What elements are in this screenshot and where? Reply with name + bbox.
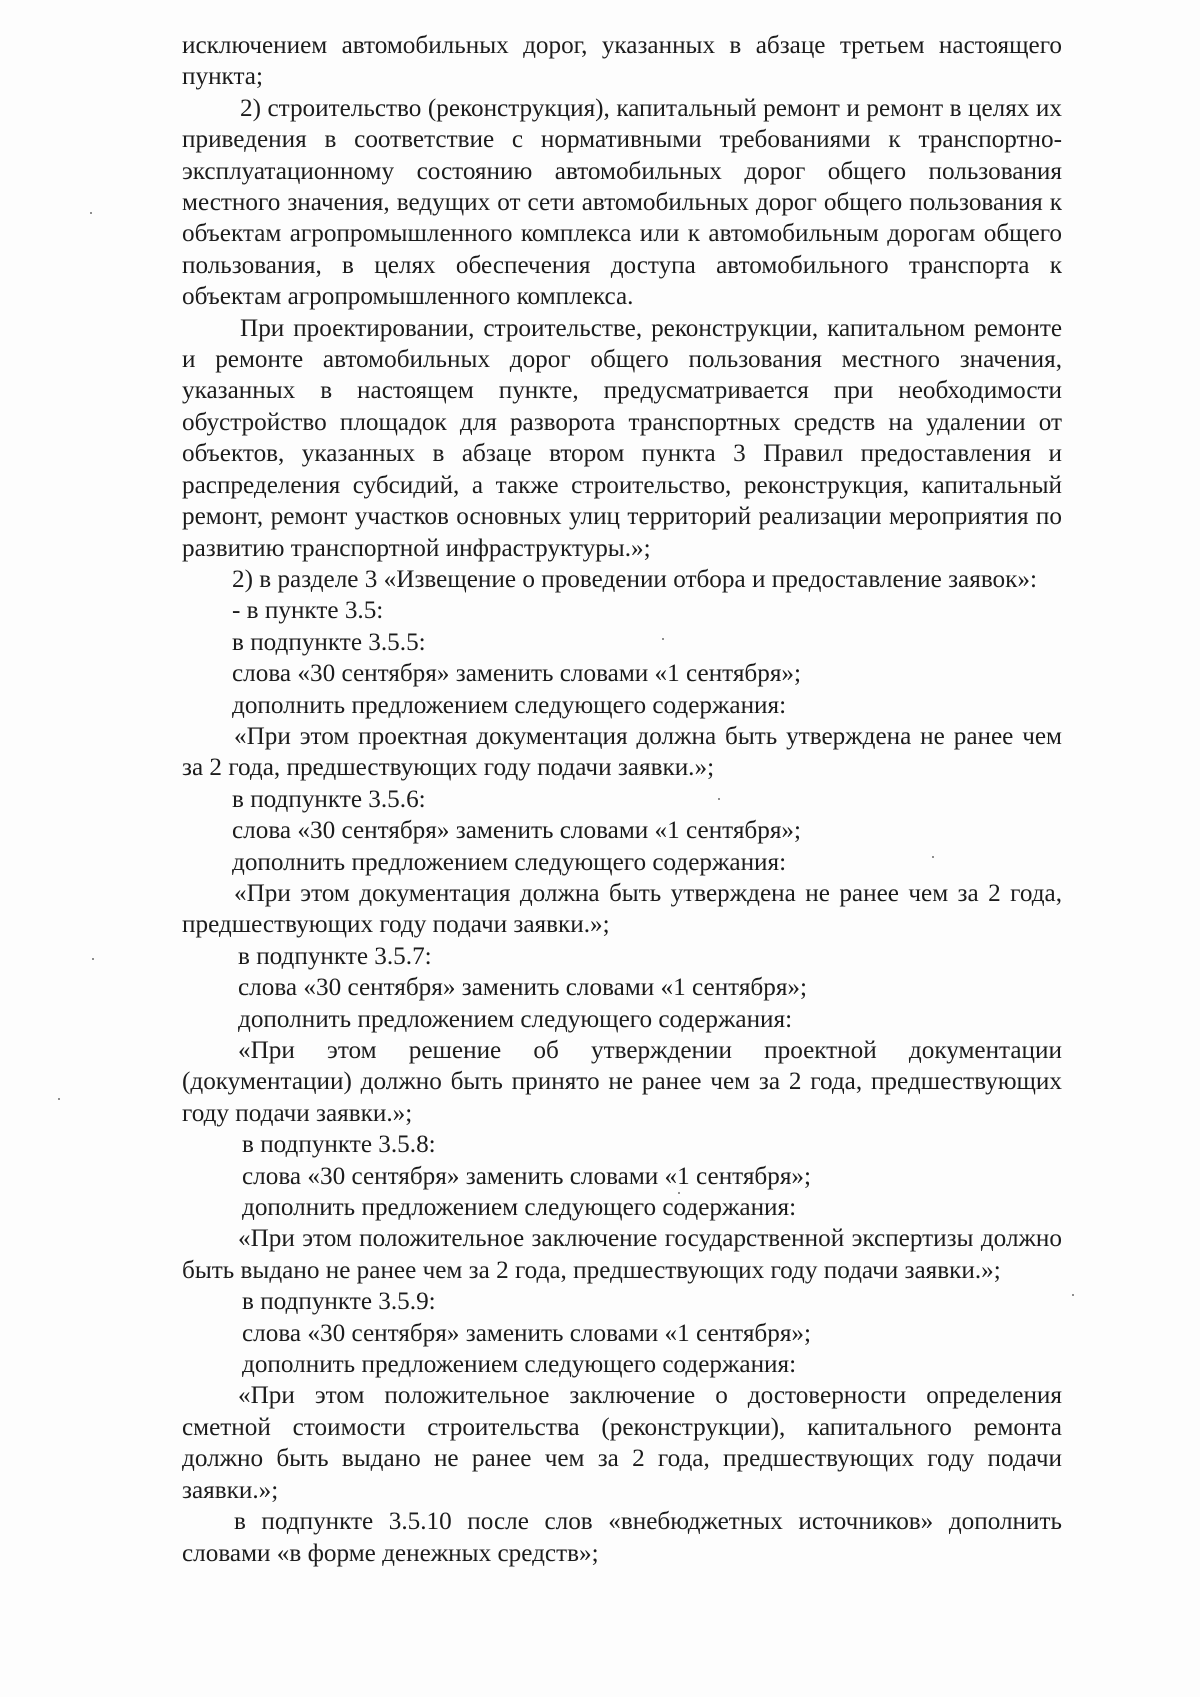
subpoint-3-5-5-quote: «При этом проектная документация должна быть утверждена не ранее чем за 2 года, предшествующих году подачи заявки.»; xyxy=(182,722,1062,782)
subpoint-3-5-5-replace: слова «30 сентября» заменить словами «1 сентября»; xyxy=(232,660,802,688)
subpoint-3-5-9-add: дополнить предложением следующего содержания: xyxy=(242,1351,797,1379)
subpoint-3-5-9-quote: «При этом положительное заключение о достоверности определения сметной стоимости строительства (реконструкции), капитального ремонта должно быть выдано не ранее чем за 2 года, предшествующих году подачи заявки.»; xyxy=(182,1382,1062,1504)
subpoint-3-5-7-quote: «При этом решение об утверждении проектной документации (документации) должно быть принято не ранее чем за 2 года, предшествующих году подачи заявки.»; xyxy=(182,1037,1062,1127)
subpoint-3-5-6-replace: слова «30 сентября» заменить словами «1 сентября»; xyxy=(232,817,802,845)
subpoint-3-5-5-add: дополнить предложением следующего содержания: xyxy=(232,691,787,719)
subpoint-3-5-7-header: в подпункте 3.5.7: xyxy=(238,942,432,970)
subpoint-3-5-8-add: дополнить предложением следующего содержания: xyxy=(242,1194,797,1222)
scan-speck xyxy=(58,1098,60,1100)
subpoint-3-5-8-header: в подпункте 3.5.8: xyxy=(242,1131,436,1159)
paragraph-continuation: исключением автомобильных дорог, указанных в абзаце третьем настоящего пункта; xyxy=(182,32,1062,91)
scan-speck xyxy=(932,856,934,858)
scan-speck xyxy=(1072,1294,1074,1296)
paragraph-point-3-5: - в пункте 3.5: xyxy=(232,597,384,625)
scan-speck xyxy=(92,958,94,960)
subpoint-3-5-9-replace: слова «30 сентября» заменить словами «1 сентября»; xyxy=(242,1319,812,1347)
scan-speck xyxy=(662,638,664,640)
scan-speck xyxy=(718,798,720,800)
subpoint-3-5-7-replace: слова «30 сентября» заменить словами «1 сентября»; xyxy=(238,974,808,1002)
subpoint-3-5-9-header: в подпункте 3.5.9: xyxy=(242,1288,436,1316)
scan-speck xyxy=(90,212,92,214)
subpoint-3-5-6-add: дополнить предложением следующего содержания: xyxy=(232,848,787,876)
subpoint-3-5-8-quote: «При этом положительное заключение государственной экспертизы должно быть выдано не ранее чем за 2 года, предшествующих году подачи заявки.»; xyxy=(182,1225,1062,1284)
subpoint-3-5-5-header: в подпункте 3.5.5: xyxy=(232,628,426,656)
scan-speck xyxy=(678,1192,680,1194)
paragraph-item-2: 2) строительство (реконструкция), капитальный ремонт и ремонт в целях их приведения в соответствие с нормативными требованиями к транспортно-эксплуатационному состоянию автомобильных дорог общего пользования местного значения, ведущих от сети автомобильных дорог общего пользования к объектам агропромышленного комплекса или к автомобильным дорогам общего пользования, в целях обеспечения доступа автомобильного транспорта к объектам агропромышленного комплекса. xyxy=(182,94,1062,311)
subpoint-3-5-8-replace: слова «30 сентября» заменить словами «1 сентября»; xyxy=(242,1162,812,1190)
subpoint-3-5-7-add: дополнить предложением следующего содержания: xyxy=(238,1005,793,1033)
paragraph-section-3: 2) в разделе 3 «Извещение о проведении отбора и предоставление заявок»: xyxy=(232,565,1037,593)
document-body xyxy=(182,30,1062,1569)
paragraph-design-note: При проектировании, строительстве, реконструкции, капитальном ремонте и ремонте автомобильных дорог общего пользования местного значения, указанных в настоящем пункте, предусматривается при необходимости обустройство площадок для разворота транспортных средств на удалении от объектов, указанных в абзаце втором пункта 3 Правил предоставления и распределения субсидий, а также строительство, реконструкция, капитальный ремонт, ремонт участков основных улиц территорий реализации мероприятия по развитию транспортной инфраструктуры.»; xyxy=(182,314,1062,562)
subpoint-3-5-10: в подпункте 3.5.10 после слов «внебюджетных источников» дополнить словами «в форме денежных средств»; xyxy=(182,1508,1062,1567)
subpoint-3-5-6-header: в подпункте 3.5.6: xyxy=(232,785,426,813)
subpoint-3-5-6-quote: «При этом документация должна быть утверждена не ранее чем за 2 года, предшествующих году подачи заявки.»; xyxy=(182,879,1062,939)
